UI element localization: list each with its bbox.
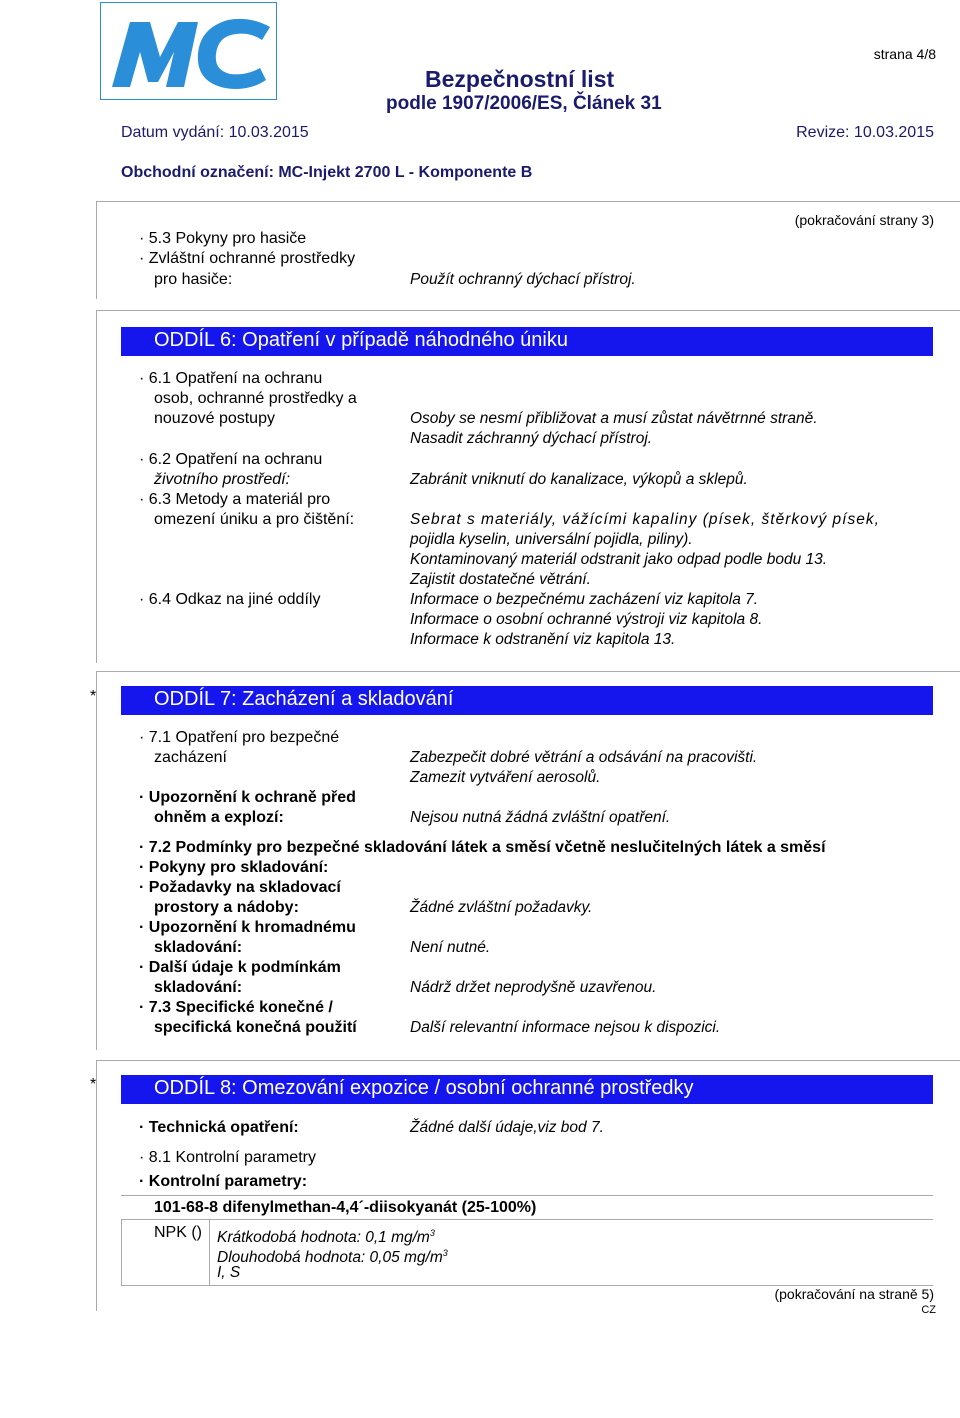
s8-tech-value: Žádné další údaje,viz bod 7. [410, 1119, 604, 1136]
s7-3-label-1: · 7.3 Specifické konečné / [139, 999, 333, 1016]
section-6-title: ODDÍL 6: Opatření v případě náhodného úniku [154, 329, 568, 351]
substance-name: 101-68-8 difenylmethan-4,4´-diisokyanát (25-100%) [154, 1199, 537, 1216]
s6-3-value-2: pojidla kyselin, universální pojidla, piliny). [410, 531, 693, 548]
s7-fire-value-1: Nejsou nutná žádná zvláštní opatření. [410, 809, 671, 826]
s7-other-label-2: skladování: [154, 979, 243, 996]
s7-1-label-2: zacházení [154, 749, 227, 766]
section-6-heading [121, 327, 933, 356]
s5-label-1: · 5.3 Pokyny pro hasiče [139, 230, 307, 247]
s6-1-value-1: Osoby se nesmí přibližovat a musí zůstat návětrnné straně. [410, 410, 818, 427]
continuation-bottom: (pokračování na straně 5) [774, 1286, 934, 1302]
s6-1-label-3: nouzové postupy [154, 410, 275, 427]
s7-1-label-1: · 7.1 Opatření pro bezpečné [139, 729, 340, 746]
s7-1-value-1: Zabezpečit dobré větrání a odsávání na pracovišti. [410, 749, 758, 766]
s8-params-label: · Kontrolní parametry: [139, 1173, 308, 1190]
s8-tech-label: · Technická opatření: [139, 1119, 299, 1136]
revision-date: Revize: 10.03.2015 [796, 124, 934, 141]
s6-2-label-2: životního prostředí: [154, 471, 291, 488]
s6-3-label-1: · 6.3 Metody a materiál pro [139, 491, 331, 508]
s6-1-label-2: osob, ochranné prostředky a [154, 390, 357, 407]
s7-fire-label-1: · Upozornění k ochraně před [139, 789, 356, 806]
npk-label: NPK () [154, 1224, 202, 1241]
s6-4-value-3: Informace k odstranění viz kapitola 13. [410, 631, 676, 648]
s7-bulk-value: Není nutné. [410, 939, 491, 956]
s7-2-heading-text: · 7.2 Podmínky pro bezpečné skladování látek a směsí včetně neslučitelných látek a směsí [139, 839, 826, 856]
s7-fire-label-2: ohněm a explozí: [154, 809, 284, 826]
npk-box-divider [209, 1219, 210, 1285]
s6-2-label-1: · 6.2 Opatření na ochranu [139, 451, 323, 468]
s7-1-value-2: Zamezit vytváření aerosolů. [410, 769, 601, 786]
s6-3-label-2: omezení úniku a pro čištění: [154, 511, 355, 528]
page-number: strana 4/8 [873, 46, 936, 62]
issue-date: Datum vydání: 10.03.2015 [121, 124, 309, 141]
npk-long-term-unit-exp: 3 [442, 1248, 448, 1258]
s7-other-value: Nádrž držet neprodyšně uzavřenou. [410, 979, 657, 996]
s6-4-label-1: · 6.4 Odkaz na jiné oddíly [139, 591, 321, 608]
s7-changed-marker: * [90, 688, 97, 705]
npk-box-left [121, 1219, 122, 1285]
section-7-title: ODDÍL 7: Zacházení a skladování [154, 688, 454, 710]
s6-4-value-1: Informace o bezpečnému zacházení viz kapitola 7. [410, 591, 759, 608]
s7-storage-label: · Pokyny pro skladování: [139, 859, 329, 876]
s7-req-label-1: · Požadavky na skladovací [139, 879, 341, 896]
s7-bulk-label-1: · Upozornění k hromadnému [139, 919, 356, 936]
substance-rule-mid [121, 1219, 933, 1220]
s5-label-3: pro hasiče: [154, 271, 233, 288]
s8-changed-marker: * [90, 1076, 97, 1093]
section-8-title: ODDÍL 8: Omezování expozice / osobní ochranné prostředky [154, 1077, 694, 1099]
s5-value-3: Použít ochranný dýchací přístroj. [410, 271, 636, 288]
s5-label-2: · Zvláštní ochranné prostředky [139, 250, 356, 267]
language-code: CZ [921, 1304, 936, 1316]
s7-2-heading [139, 838, 826, 858]
s6-3-value-4: Zajistit dostatečné větrání. [410, 571, 591, 588]
s6-3-value-3: Kontaminovaný materiál odstranit jako odpad podle bodu 13. [410, 551, 828, 568]
s6-1-value-2: Nasadit záchranný dýchací přístroj. [410, 430, 653, 447]
s7-3-label-2: specifická konečná použití [154, 1019, 357, 1036]
s7-3-value: Další relevantní informace nejsou k dispozici. [410, 1019, 721, 1036]
continuation-top: (pokračování strany 3) [794, 212, 934, 228]
document-subtitle: podle 1907/2006/ES, Článek 31 [386, 93, 662, 114]
s6-3-value-1: Sebrat s materiály, vážícími kapaliny (písek, štěrkový písek, [410, 511, 880, 528]
section-7-heading [121, 686, 933, 715]
s8-1-label: · 8.1 Kontrolní parametry [139, 1149, 316, 1166]
npk-long-term [217, 1243, 448, 1268]
substance-rule-top [121, 1195, 933, 1196]
s6-4-value-2: Informace o osobní ochranné výstroji viz kapitola 8. [410, 611, 763, 628]
mc-logo [100, 2, 277, 100]
document-title: Bezpečnostní list [425, 66, 615, 92]
s7-req-label-2: prostory a nádoby: [154, 899, 299, 916]
s7-req-value: Žádné zvláštní požadavky. [410, 899, 593, 916]
product-name: Obchodní označení: MC-Injekt 2700 L - Komponente B [121, 164, 533, 181]
s7-other-label-1: · Další údaje k podmínkám [139, 959, 341, 976]
npk-long-term-text: Dlouhodobá hodnota: 0,05 mg/m [217, 1249, 443, 1267]
s7-bulk-label-2: skladování: [154, 939, 243, 956]
s6-2-value-1: Zabránit vniknutí do kanalizace, výkopů a sklepů. [410, 471, 748, 488]
npk-short-term-text: Krátkodobá hodnota: 0,1 mg/m [217, 1229, 430, 1247]
s6-1-label-1: · 6.1 Opatření na ochranu [139, 370, 323, 387]
npk-short-term-unit-exp: 3 [429, 1228, 435, 1238]
section-8-heading [121, 1075, 933, 1104]
npk-notes: I, S [217, 1264, 241, 1281]
